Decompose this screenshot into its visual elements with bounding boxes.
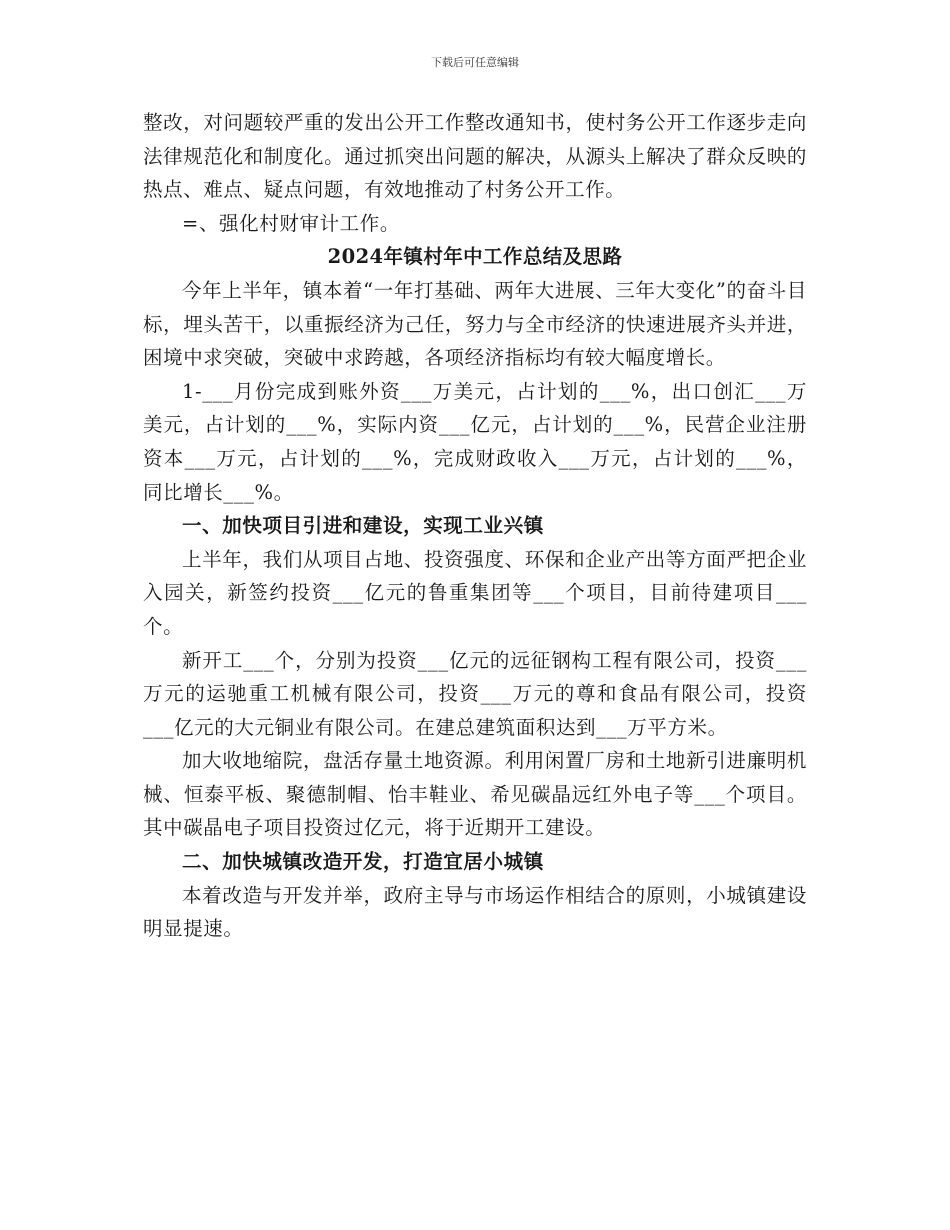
paragraph-town-development: 本着改造与开发并举，政府主导与市场运作相结合的原则，小城镇建设明显提速。 [143, 883, 807, 941]
section-heading-industry: 一、加快项目引进和建设，实现工业兴镇 [182, 514, 544, 538]
paragraph-indicators: 1-___月份完成到账外资___万美元，占计划的___%，出口创汇___万美元，占计划的___%，实际内资___亿元，占计划的___%，民营企业注册资本___万元，占计划的___%，完成财政收入___万元，占计划的___%，同比增长___%。 [143, 379, 807, 504]
section-heading-town: 二、加快城镇改造开发，打造宜居小城镇 [182, 850, 544, 874]
paragraph-land-resources: 加大收地缩院，盘活存量土地资源。利用闲置厂房和土地新引进廉明机械、恒泰平板、聚德制帽、怡丰鞋业、希见碳晶远红外电子等___个项目。其中碳晶电子项目投资过亿元，将于近期开工建设。 [143, 749, 807, 840]
page-header-note: 下载后可任意编辑 [431, 56, 519, 69]
paragraph-audit-item: =、强化村财审计工作。 [182, 211, 400, 235]
paragraph-projects-signed: 上半年，我们从项目占地、投资强度、环保和企业产出等方面严把企业入园关，新签约投资___亿元的鲁重集团等___个项目，目前待建项目___个。 [143, 547, 807, 638]
paragraph-intro: 今年上半年，镇本着“一年打基础、两年大进展、三年大变化”的奋斗目标，埋头苦干，以重振经济为己任，努力与全市经济的快速进展齐头并进，困境中求突破，突破中求跨越，各项经济指标均有较大幅度增长。 [143, 278, 807, 370]
paragraph-projects-started: 新开工___个，分别为投资___亿元的远征钢构工程有限公司，投资___万元的运驰重工机械有限公司，投资___万元的尊和食品有限公司，投资___亿元的大元铜业有限公司。在建总建筑面积达到___万平方米。 [143, 648, 807, 739]
paragraph-continuation: 整改，对问题较严重的发出公开工作整改通知书，使村务公开工作逐步走向法律规范化和制度化。通过抓突出问题的解决，从源头上解决了群众反映的热点、难点、疑点问题，有效地推动了村务公开工作。 [143, 111, 807, 202]
document-body [143, 106, 807, 946]
document-title: 2024年镇村年中工作总结及思路 [327, 245, 623, 269]
